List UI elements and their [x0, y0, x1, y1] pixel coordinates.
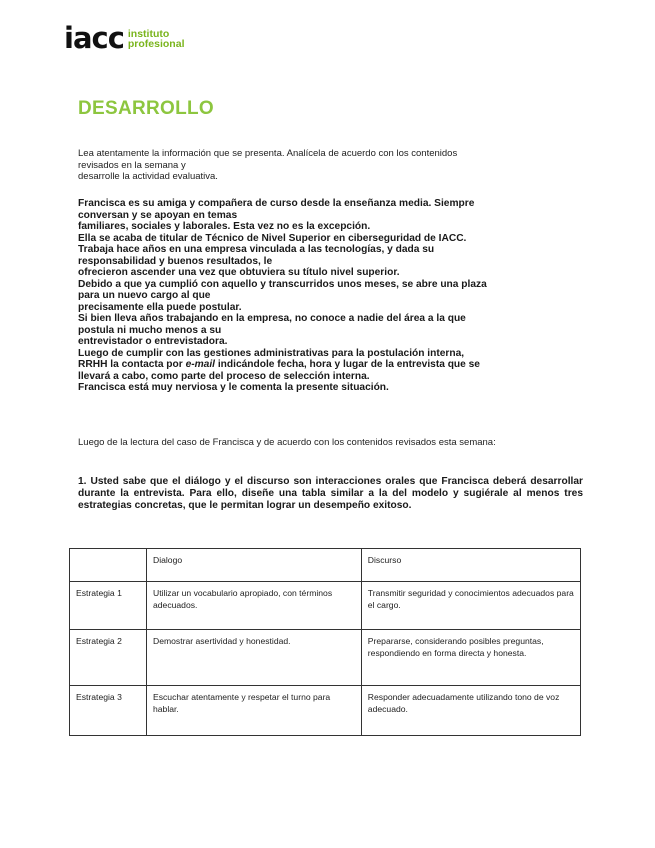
case-line: Luego de cumplir con las gestiones administrativas para la postulación interna,	[78, 347, 465, 359]
case-line: RRHH la contacta por e-mail indicándole fecha, hora y lugar de la entrevista que se	[78, 359, 480, 370]
strategies-table	[69, 548, 581, 736]
case-line: precisamente ella puede postular.	[78, 301, 242, 313]
case-line: responsabilidad y buenos resultados, le	[78, 255, 273, 267]
intro-line: revisados en la semana y	[78, 159, 186, 171]
logo-line-2: profesional	[127, 37, 185, 50]
table-row	[70, 582, 581, 630]
case-line: Si bien lleva años trabajando en la empresa, no conoce a nadie del área a la que	[78, 313, 466, 324]
case-line: Ella se acaba de titular de Técnico de Nivel Superior en ciberseguridad de IACC.	[78, 232, 467, 244]
instructions-paragraph: Luego de la lectura del caso de Francisca y de acuerdo con los contenidos revisados esta semana:	[78, 437, 496, 448]
discurso-cell: Responder adecuadamente utilizando tono de voz adecuado.	[361, 686, 580, 736]
strategy-label: Estrategia 2	[70, 630, 147, 686]
dialogo-cell: Utilizar un vocabulario apropiado, con términos adecuados.	[146, 582, 361, 630]
intro-paragraph	[78, 148, 578, 183]
case-line: Francisca está muy nerviosa y le comenta la presente situación.	[78, 382, 389, 393]
intro-line: Lea atentamente la información que se presenta. Analícela de acuerdo con los contenidos	[78, 148, 458, 159]
logo-mark: iacc	[64, 21, 124, 55]
case-line: Francisca es su amiga y compañera de curso desde la enseñanza media. Siempre	[78, 198, 475, 209]
case-line: llevará a cabo, como parte del proceso de selección interna.	[78, 370, 370, 382]
section-title: DESARROLLO	[78, 98, 214, 119]
logo-line-1: instituto	[127, 27, 170, 40]
case-line: familiares, sociales y laborales. Esta vez no es la excepción.	[78, 221, 371, 232]
logo-subtitle	[128, 29, 185, 49]
case-line: Debido a que ya cumplió con aquello y transcurridos unos meses, se abre una plaza	[78, 278, 487, 290]
case-line: postula ni mucho menos a su	[78, 324, 222, 336]
iacc-logo	[64, 21, 185, 55]
discurso-cell: Prepararse, considerando posibles preguntas, respondiendo en forma directa y honesta.	[361, 630, 580, 686]
table-row	[70, 686, 581, 736]
case-line: Trabaja hace años en una empresa vinculada a las tecnologías, y dada su	[78, 244, 435, 255]
strategy-label: Estrategia 3	[70, 686, 147, 736]
intro-line: desarrolle la actividad evaluativa.	[78, 171, 218, 182]
case-line: ofrecieron ascender una vez que obtuviera su título nivel superior.	[78, 267, 400, 278]
email-emphasis: e-mail	[185, 359, 216, 370]
discurso-cell: Transmitir seguridad y conocimientos adecuados para el cargo.	[361, 582, 580, 630]
header-cell-dialogo: Dialogo	[146, 549, 361, 582]
question-1: 1. Usted sabe que el diálogo y el discurso son interacciones orales que Francisca deberá desarrollar durante la entrevista. Para ello, diseñe una tabla similar a la del modelo y sugiérale al menos tres estrategias concretas, que le permitan lograr un desempeño exitoso.	[78, 476, 583, 511]
case-line: conversan y se apoyan en temas	[78, 209, 238, 221]
header-cell-discurso: Discurso	[361, 549, 580, 582]
strategy-label: Estrategia 1	[70, 582, 147, 630]
case-description	[78, 198, 583, 394]
table-row	[70, 630, 581, 686]
case-line: entrevistador o entrevistadora.	[78, 336, 228, 347]
dialogo-cell: Demostrar asertividad y honestidad.	[146, 630, 361, 686]
header-cell-empty	[70, 549, 147, 582]
case-line: para un nuevo cargo al que	[78, 290, 211, 301]
table-header-row	[70, 549, 581, 582]
dialogo-cell: Escuchar atentamente y respetar el turno para hablar.	[146, 686, 361, 736]
